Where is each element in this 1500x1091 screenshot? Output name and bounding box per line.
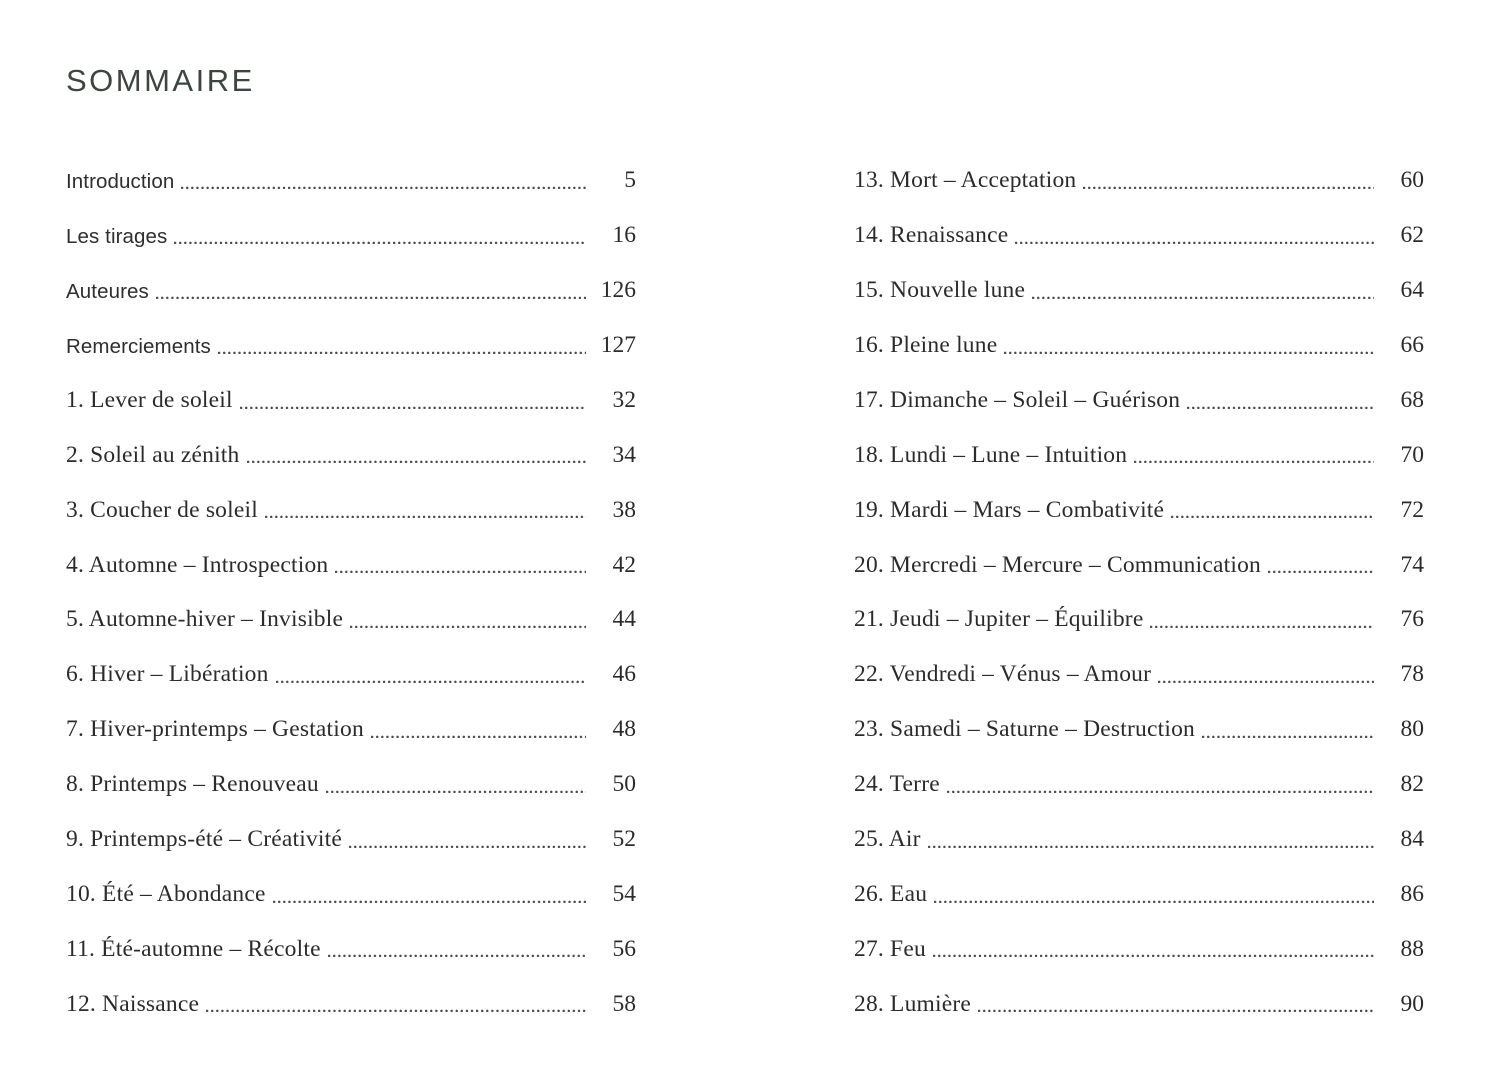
toc-entry-page-number: 62 xyxy=(1400,222,1424,249)
toc-entry-page-number: 38 xyxy=(612,496,636,523)
toc-dot-leader xyxy=(1083,185,1374,189)
toc-column-right xyxy=(854,150,1424,1028)
toc-entry-page-number: 127 xyxy=(600,331,636,358)
toc-entry xyxy=(66,809,636,864)
toc-entry-label: Les tirages xyxy=(66,225,168,249)
toc-dot-leader xyxy=(350,624,586,628)
toc-entry-page-number: 68 xyxy=(1400,386,1424,413)
toc-dot-leader xyxy=(1187,405,1374,409)
toc-entry xyxy=(66,370,636,425)
toc-entry-label: 6. Hiver – Libération xyxy=(66,661,269,688)
toc-entry-page-number: 46 xyxy=(612,661,636,688)
toc-entry-label: Auteures xyxy=(66,280,149,304)
toc-dot-leader xyxy=(328,953,586,957)
toc-entry-page-number: 88 xyxy=(1400,935,1424,962)
toc-entry xyxy=(854,644,1424,699)
toc-entry xyxy=(854,534,1424,589)
toc-entry-page-number: 52 xyxy=(612,826,636,852)
toc-entry xyxy=(854,864,1424,919)
toc-entry-label: 3. Coucher de soleil xyxy=(66,496,258,523)
toc-entry xyxy=(854,809,1424,864)
toc-dot-leader xyxy=(928,844,1374,848)
toc-entry xyxy=(66,425,636,480)
toc-entry-page-number: 66 xyxy=(1400,331,1424,358)
toc-entry-page-number: 44 xyxy=(612,606,636,633)
toc-entry xyxy=(854,260,1424,315)
toc-entry-label: 26. Eau xyxy=(854,880,928,907)
toc-dot-leader xyxy=(218,350,586,354)
toc-entry-label: 2. Soleil au zénith xyxy=(66,441,240,468)
toc-entry-label: 8. Printemps – Renouveau xyxy=(66,771,319,798)
toc-entry-label: Introduction xyxy=(66,170,175,194)
toc-dot-leader xyxy=(1004,350,1374,354)
toc-entry-page-number: 64 xyxy=(1400,277,1424,304)
toc-entry-label: 19. Mardi – Mars – Combativité xyxy=(854,496,1165,523)
toc-dot-leader xyxy=(371,734,586,738)
toc-entry xyxy=(66,919,636,974)
toc-entry-page-number: 90 xyxy=(1400,990,1424,1017)
toc-entry-label: 13. Mort – Acceptation xyxy=(854,167,1077,194)
toc-entry xyxy=(66,589,636,644)
toc-dot-leader xyxy=(947,789,1374,793)
toc-entry-page-number: 72 xyxy=(1400,496,1424,523)
toc-entry-label: 1. Lever de soleil xyxy=(66,386,233,413)
toc-entry-label: 15. Nouvelle lune xyxy=(854,277,1026,304)
toc-dot-leader xyxy=(1015,240,1374,244)
toc-entry-label: 4. Automne – Introspection xyxy=(66,551,329,578)
toc-dot-leader xyxy=(276,679,586,683)
toc-entry-page-number: 50 xyxy=(612,771,636,798)
toc-entry xyxy=(66,864,636,919)
toc-entry xyxy=(66,479,636,534)
toc-entry-label: 5. Automne-hiver – Invisible xyxy=(66,606,344,633)
toc-dot-leader xyxy=(174,240,586,244)
toc-dot-leader xyxy=(1150,624,1374,628)
toc-entry xyxy=(854,315,1424,370)
toc-entry-label: 10. Été – Abondance xyxy=(66,880,266,907)
toc-column-left xyxy=(66,150,636,1028)
toc-entry-label: 28. Lumière xyxy=(854,990,972,1017)
toc-entry-label: 24. Terre xyxy=(854,771,940,798)
toc-entry-page-number: 56 xyxy=(612,935,636,962)
toc-entry xyxy=(854,699,1424,754)
toc-entry-page-number: 82 xyxy=(1400,771,1424,798)
toc-dot-leader xyxy=(156,295,586,299)
toc-entry xyxy=(854,479,1424,534)
toc-entry-label: 14. Renaissance xyxy=(854,222,1009,249)
toc-entry xyxy=(854,973,1424,1028)
toc-entry-page-number: 60 xyxy=(1400,167,1424,194)
toc-entry-page-number: 5 xyxy=(624,167,636,194)
toc-entry-page-number: 48 xyxy=(612,716,636,743)
toc-dot-leader xyxy=(934,899,1374,903)
toc-dot-leader xyxy=(326,789,586,793)
toc-entry xyxy=(854,589,1424,644)
toc-dot-leader xyxy=(265,514,586,518)
toc-entry xyxy=(66,150,636,205)
toc-dot-leader xyxy=(349,844,586,848)
toc-dot-leader xyxy=(273,899,586,903)
toc-dot-leader xyxy=(1202,734,1374,738)
toc-entry-label: 22. Vendredi – Vénus – Amour xyxy=(854,661,1152,688)
toc-entry-page-number: 70 xyxy=(1400,441,1424,468)
toc-entry-label: 27. Feu xyxy=(854,935,926,962)
toc-dot-leader xyxy=(206,1008,586,1012)
toc-entry xyxy=(66,260,636,315)
toc-dot-leader xyxy=(978,1008,1374,1012)
toc-entry xyxy=(66,644,636,699)
toc-dot-leader xyxy=(1171,514,1374,518)
toc-entry xyxy=(66,205,636,260)
toc-entry-label: 9. Printemps-été – Créativité xyxy=(66,826,342,852)
toc-entry-page-number: 16 xyxy=(612,222,636,249)
toc-entry-page-number: 74 xyxy=(1400,551,1424,578)
toc-entry-page-number: 76 xyxy=(1400,606,1424,633)
toc-entry xyxy=(66,973,636,1028)
toc-dot-leader xyxy=(1158,679,1374,683)
toc-dot-leader xyxy=(247,459,587,463)
toc-entry-page-number: 78 xyxy=(1400,661,1424,688)
toc-entry-page-number: 58 xyxy=(612,990,636,1017)
toc-entry xyxy=(854,754,1424,809)
toc-entry-page-number: 84 xyxy=(1400,826,1424,852)
toc-entry-page-number: 34 xyxy=(612,441,636,468)
toc-entry-label: 16. Pleine lune xyxy=(854,331,998,358)
toc-dot-leader xyxy=(1268,569,1374,573)
toc-entry-page-number: 126 xyxy=(600,277,636,304)
toc-entry-page-number: 32 xyxy=(612,386,636,413)
toc-entry-page-number: 86 xyxy=(1400,880,1424,907)
toc-entry-label: 12. Naissance xyxy=(66,990,200,1017)
toc-dot-leader xyxy=(933,953,1374,957)
toc-entry xyxy=(854,919,1424,974)
toc-entry-label: 25. Air xyxy=(854,826,921,852)
toc-entry-label: 23. Samedi – Saturne – Destruction xyxy=(854,716,1195,743)
toc-entry-page-number: 80 xyxy=(1400,716,1424,743)
toc-entry xyxy=(66,754,636,809)
toc-entry xyxy=(66,534,636,589)
toc-dot-leader xyxy=(1032,295,1374,299)
toc-entry xyxy=(854,150,1424,205)
page-title: SOMMAIRE xyxy=(66,63,255,98)
toc-entry-page-number: 42 xyxy=(612,551,636,578)
toc-columns xyxy=(66,150,1424,1028)
toc-dot-leader xyxy=(240,405,586,409)
toc-entry-page-number: 54 xyxy=(612,880,636,907)
toc-entry-label: 7. Hiver-printemps – Gestation xyxy=(66,716,364,743)
toc-entry-label: 11. Été-automne – Récolte xyxy=(66,935,321,962)
toc-entry-label: Remerciements xyxy=(66,335,211,359)
toc-dot-leader xyxy=(181,185,586,189)
toc-entry xyxy=(854,370,1424,425)
toc-entry xyxy=(854,205,1424,260)
toc-dot-leader xyxy=(335,569,586,573)
toc-entry-label: 18. Lundi – Lune – Intuition xyxy=(854,441,1128,468)
toc-entry-label: 20. Mercredi – Mercure – Communication xyxy=(854,551,1261,578)
toc-entry xyxy=(854,425,1424,480)
toc-entry xyxy=(66,315,636,370)
toc-entry-label: 21. Jeudi – Jupiter – Équilibre xyxy=(854,606,1144,633)
toc-dot-leader xyxy=(1134,459,1374,463)
toc-entry xyxy=(66,699,636,754)
toc-entry-label: 17. Dimanche – Soleil – Guérison xyxy=(854,386,1181,413)
